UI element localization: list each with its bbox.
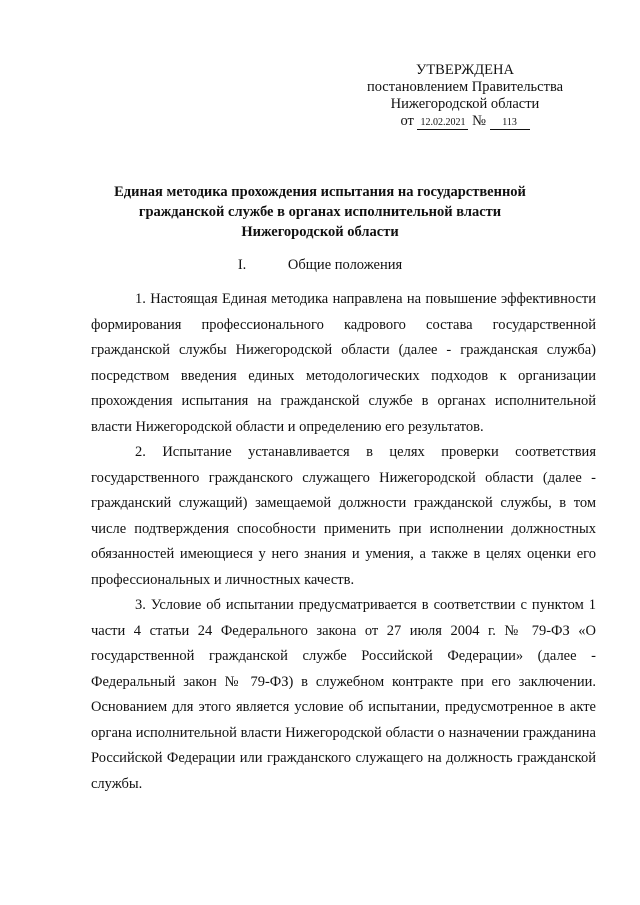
approval-date-prefix: от [400, 113, 414, 129]
approval-number-value: 113 [490, 117, 530, 130]
document-title-line-2: гражданской службе в органах исполнительной власти [138, 204, 502, 220]
section-title: Общие положения [287, 257, 403, 273]
paragraph-2: 2. Испытание устанавливается в целях проверки соответствия государственного гражданского служащего Нижегородской области (далее - гражданский служащий) замещаемой должности гражданской службы, в том числе подтверждения способности применить при исполнении должностных обязанностей имеющиеся у него знания и умения, а также в целях оценки его профессиональных и личностных качеств. [91, 444, 596, 588]
approval-date-value: 12.02.2021 [417, 117, 468, 130]
approval-line-2: Нижегородской области [390, 96, 540, 112]
approval-line-1: постановлением Правительства [366, 79, 564, 95]
paragraph-3: 3. Условие об испытании предусматривается в соответствии с пунктом 1 части 4 статьи 24 Федерального закона от 27 июля 2004 г. № 79-ФЗ «О государственной гражданской службе Российской Федерации» (далее - Федеральный закон № 79-ФЗ) в служебном контракте при его заключении. Основанием для этого является условие об испытании, предусмотренное в акте органа исполнительной власти Нижегородской области о назначении гражданина Российской Федерации или гражданского служащего на должность гражданской службы. [91, 597, 596, 792]
approval-number-sign: № [472, 113, 486, 129]
section-heading [90, 256, 550, 274]
document-title-line-3: Нижегородской области [241, 224, 399, 240]
section-numeral: I. [237, 257, 247, 273]
document-title-line-1: Единая методика прохождения испытания на государственной [114, 184, 526, 200]
approval-stamp [340, 62, 590, 130]
document-title [90, 182, 550, 242]
approval-title: УТВЕРЖДЕНА [416, 62, 514, 78]
approval-date-line [340, 113, 590, 130]
paragraph-1: 1. Настоящая Единая методика направлена на повышение эффективности формирования профессионального кадрового состава государственной гражданской службы Нижегородской области (далее - гражданская служба) посредством введения единых методологических подходов к организации прохождения испытания на гражданской службе в органах исполнительной власти Нижегородской области и определению его результатов. [91, 291, 596, 435]
document-body [91, 287, 596, 797]
